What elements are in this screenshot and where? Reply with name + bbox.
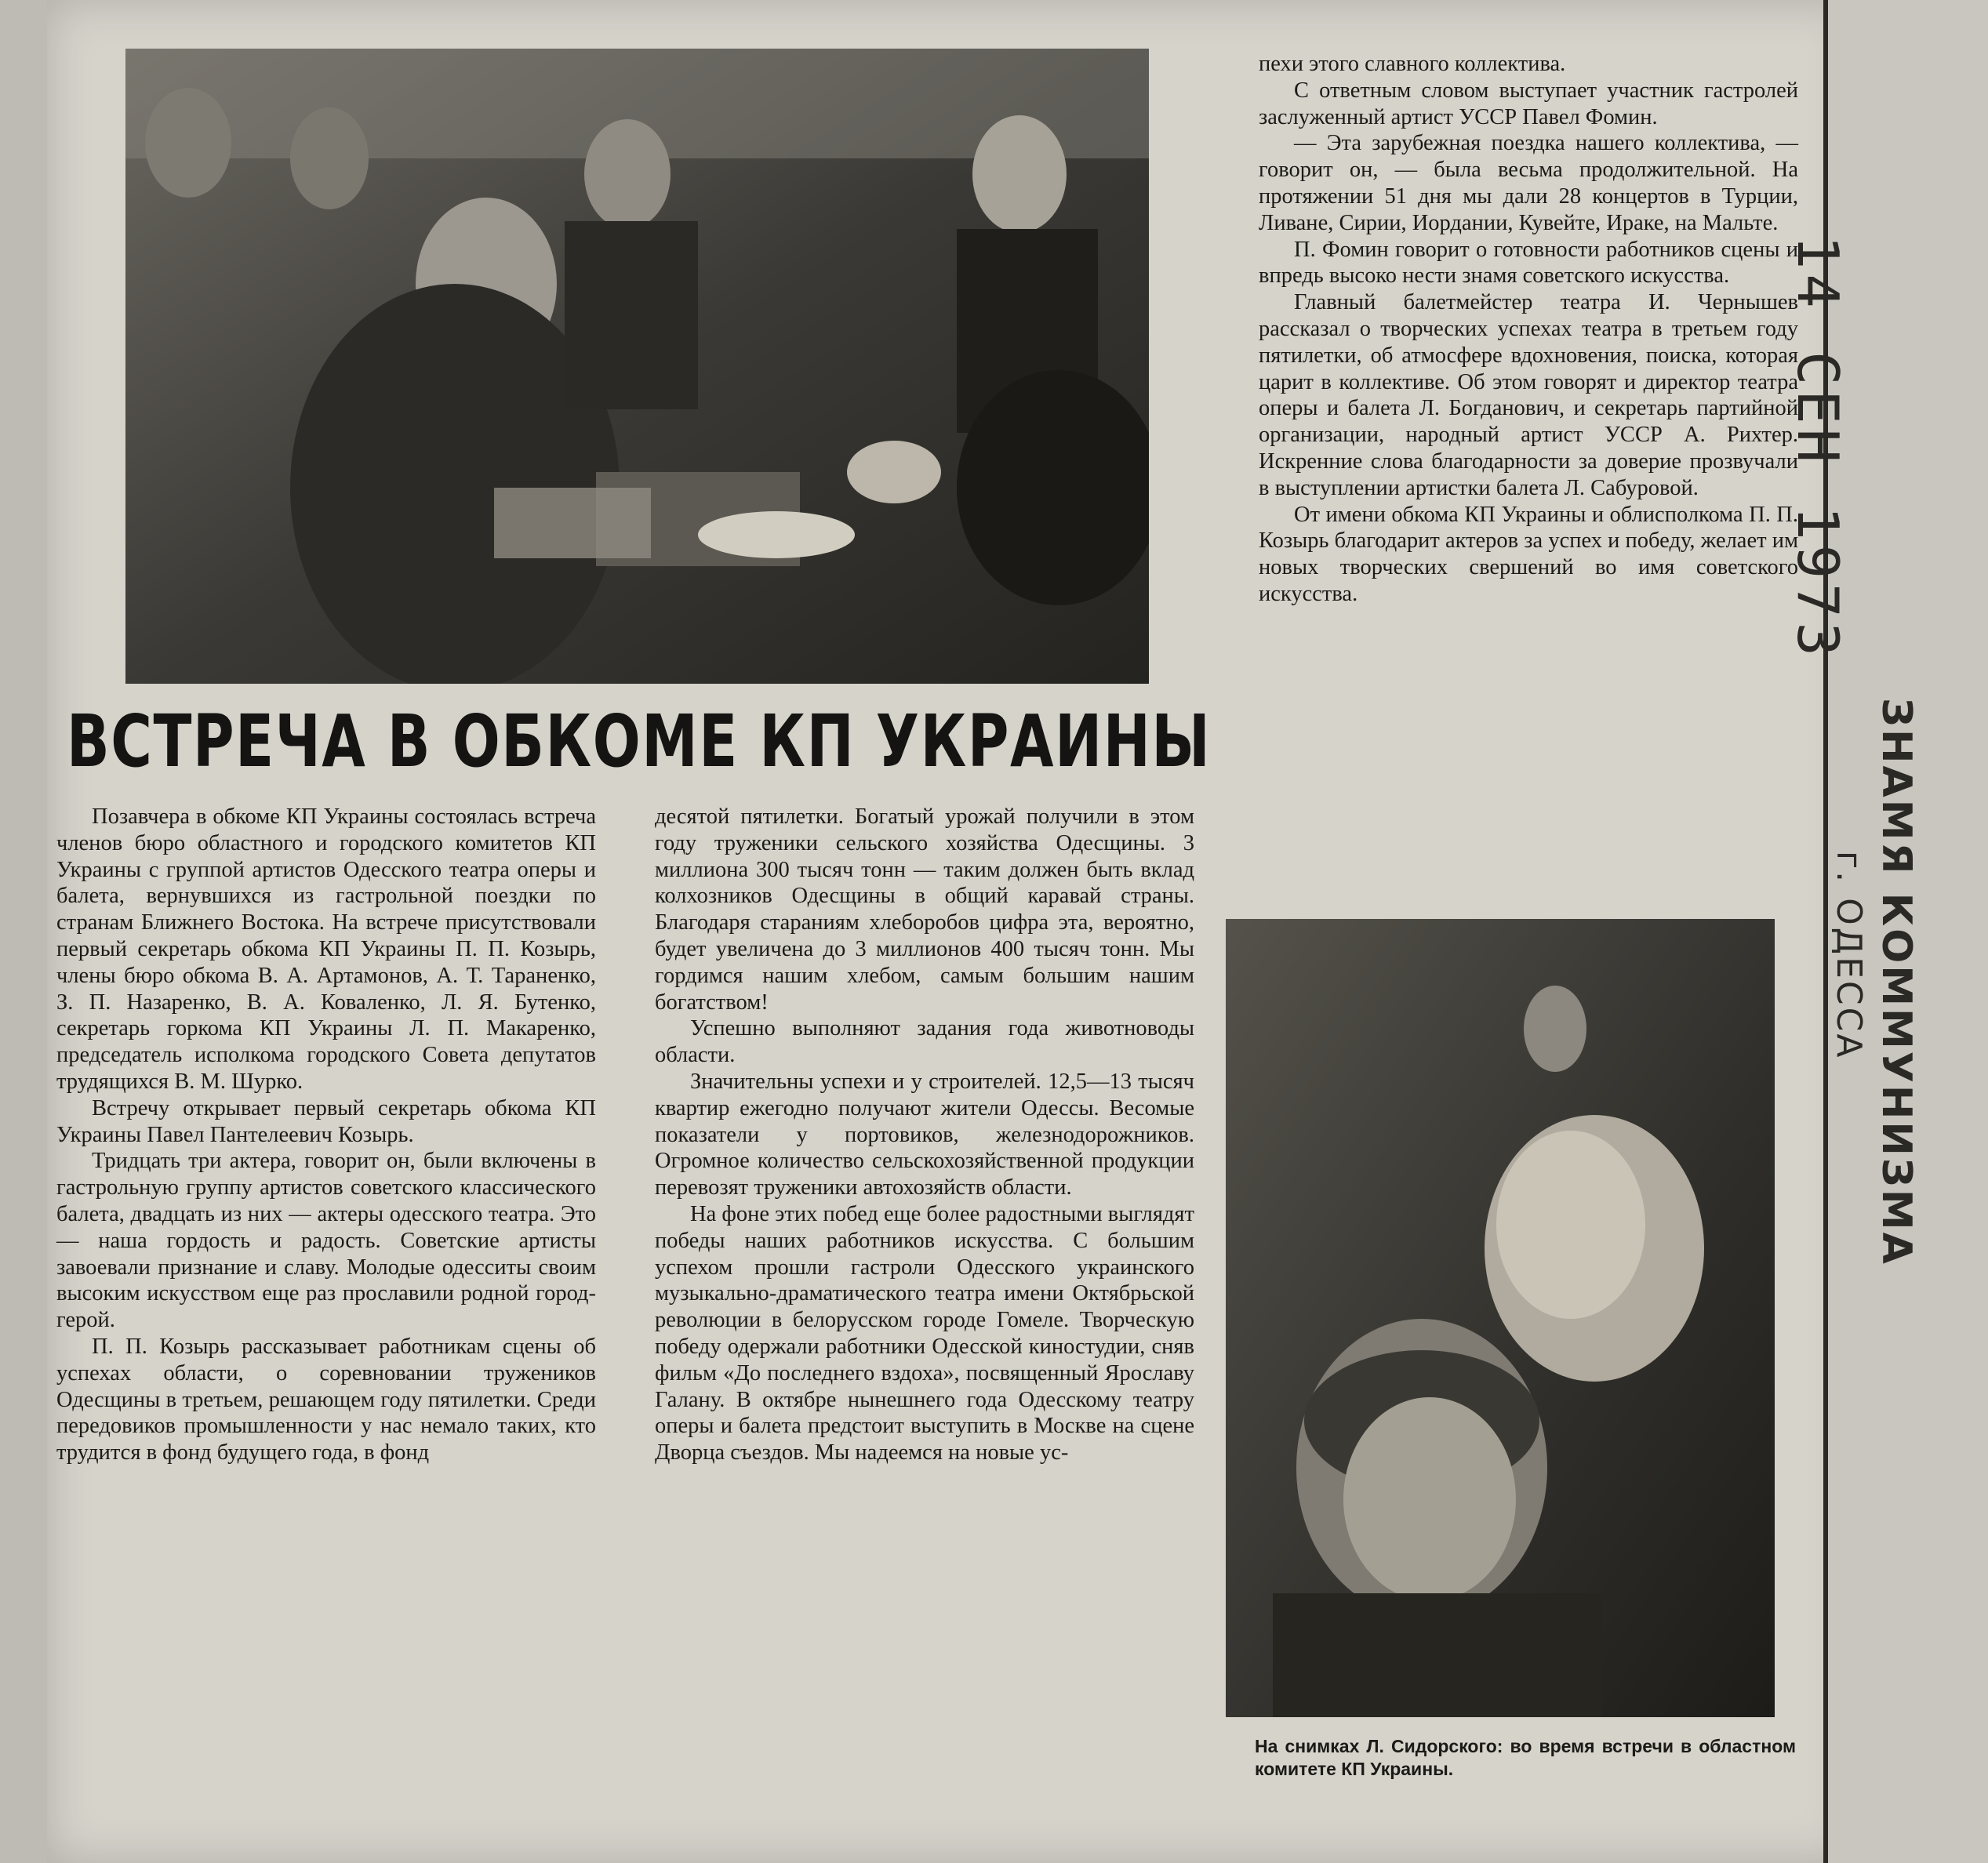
paragraph: Встречу открывает первый секретарь обкома КП Украины Павел Пантелеевич Козырь. [56, 1095, 596, 1147]
paragraph: На фоне этих побед еще более радостными выглядят победы наших работников искусства. С большим успехом прошли гастроли Одесского украинского музыкально-драматического театра имени Октябрьской революции в белорусском городе Гомеле. Творческую победу одержали работники Одесской киностудии, сняв фильм «До последнего вздоха», посвященный Ярославу Галану. В октябре нынешнего года Одесскому театру оперы и балета предстоит выступить в Москве на сцене Дворца съездов. Мы надеемся на новые ус- [655, 1201, 1194, 1465]
photo-caption: На снимках Л. Сидорского: во время встречи в областном комитете КП Украины. [1255, 1736, 1796, 1779]
city-stamp: г. ОДЕССА [1829, 851, 1869, 1060]
paragraph: Тридцать три актера, говорит он, были включены в гастрольную группу артистов советского классического балета, двадцать из них — актеры одесского театра. Это — наша гордость и радость. Советские артисты завоевали признание и славу. Молодые одесситы своим высоким искусством еще раз прославили родной город-герой. [56, 1149, 596, 1333]
column-1 [56, 804, 596, 1466]
paragraph: От имени обкома КП Украины и облисполкома П. П. Козырь благодарит актеров за успех и победу, желает им новых творческих свершений во имя советского искусства. [1259, 502, 1798, 606]
paragraph: Значительны успехи и у строителей. 12,5—13 тысяч квартир ежегодно получают жители Одессы. Весомые показатели у портовиков, железнодорожников. Огромное количество сельскохозяйственной продукции перевозят труженики автохозяйств области. [655, 1069, 1194, 1200]
column-2 [655, 804, 1194, 1466]
date-stamp: 14 СЕН 1973 [1785, 235, 1851, 661]
headline: ВСТРЕЧА В ОБКОМЕ КП УКРАИНЫ [67, 699, 1212, 783]
newspaper-stamp: ЗНАМЯ КОММУНИЗМА [1873, 698, 1920, 1266]
top-photo [125, 49, 1149, 684]
paragraph: П. Фомин говорит о готовности работников сцены и впредь высоко нести знамя советского искусства. [1259, 237, 1798, 289]
bottom-photo [1226, 919, 1775, 1717]
column-3 [1259, 51, 1798, 608]
paragraph: С ответным словом выступает участник гастролей заслуженный артист УССР Павел Фомин. [1259, 78, 1798, 129]
paragraph: Главный балетмейстер театра И. Чернышев рассказал о творческих успехах театра в третьем году пятилетки, об атмосфере вдохновения, поиска, которая царит в коллективе. Об этом говорят и директор театра оперы и балета Л. Богданович, и секретарь партийной организации, народный артист УССР А. Рихтер. Искренние слова благодарности за доверие прозвучали в выступлении артистки балета Л. Сабуровой. [1259, 290, 1798, 500]
paragraph: Успешно выполняют задания года животноводы области. [655, 1016, 1194, 1068]
paragraph: П. П. Козырь рассказывает работникам сцены об успехах области, о соревновании тружеников Одесщины в третьем, решающем году пятилетки. Среди передовиков промышленности у нас немало таких, кто трудится в фонд будущего года, в фонд [56, 1334, 596, 1465]
paragraph: Позавчера в обкоме КП Украины состоялась встреча членов бюро областного и городского комитетов КП Украины с группой артистов Одесского театра оперы и балета, вернувшихся из гастрольной поездки по странам Ближнего Востока. На встрече присутствовали первый секретарь обкома КП Украины П. П. Козырь, члены бюро обкома В. А. Артамонов, А. Т. Тараненко, З. П. Назаренко, В. А. Коваленко, Л. Я. Бутенко, секретарь горкома КП Украины Л. П. Макаренко, председатель исполкома городского Совета депутатов трудящихся В. М. Шурко. [56, 804, 596, 1094]
paragraph: пехи этого славного коллектива. [1259, 52, 1566, 76]
paragraph: десятой пятилетки. Богатый урожай получили в этом году труженики сельского хозяйства Одесщины. 3 миллиона 300 тысяч тонн — таким должен быть вклад колхозников Одесщины в общий каравай страны. Благодаря стараниям хлеборобов цифра эта, вероятно, будет увеличена до 3 миллионов 400 тысяч тонн. Мы гордимся нашим хлебом, самым большим нашим богатством! [655, 804, 1194, 1015]
paragraph: — Эта зарубежная поездка нашего коллектива, — говорит он, — была весьма продолжительной. На протяжении 51 дня мы дали 28 концертов в Турции, Ливане, Сирии, Иордании, Кувейте, Ираке, на Мальте. [1259, 131, 1798, 235]
